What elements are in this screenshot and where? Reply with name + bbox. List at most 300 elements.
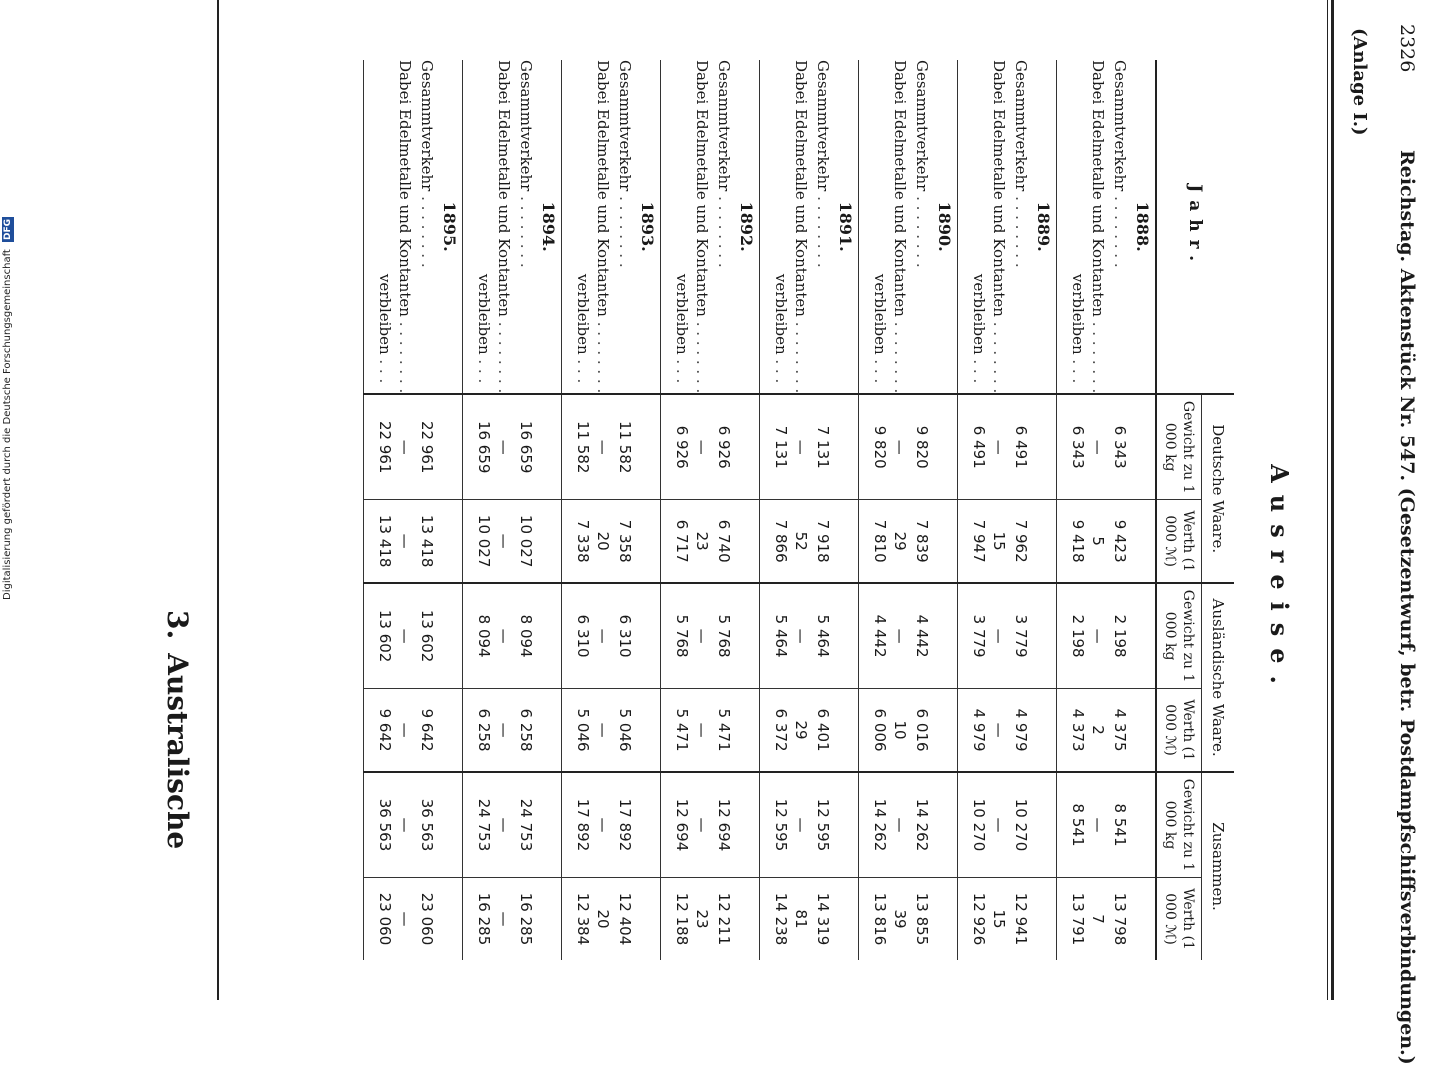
combined-weight-cell: 12 595 (760, 772, 791, 877)
foreign-value-cell: — (493, 689, 515, 772)
leader-dots: . . . (673, 354, 691, 384)
foreign-weight-cell: 8 094 (463, 583, 494, 688)
table-title: Ausreise. (1265, 464, 1294, 696)
remaining-row (364, 60, 395, 960)
combined-weight-cell: — (592, 772, 614, 877)
row-label (614, 60, 636, 394)
row-label (713, 60, 735, 394)
domestic-value-cell: 5 (1087, 500, 1109, 583)
leader-dots: . . . (772, 354, 790, 384)
foreign-weight-cell: — (394, 583, 416, 688)
combined-weight-cell: — (790, 772, 812, 877)
combined-weight-cell: 14 262 (911, 772, 933, 877)
combined-value-cell: 16 285 (463, 878, 494, 961)
foreign-value-cell: 9 642 (364, 689, 395, 772)
group-header-combined: Zusammen. (1202, 772, 1235, 960)
foreign-value-cell: 6 006 (859, 689, 890, 772)
digitization-footer (2, 217, 14, 600)
empty-cell (636, 500, 661, 583)
section-title: Australische (161, 653, 194, 850)
row-label-text: verbleiben (574, 273, 592, 355)
foreign-value-cell: 10 (889, 689, 911, 772)
empty-cell (1032, 394, 1057, 499)
remaining-row (760, 60, 791, 960)
domestic-value-cell: 6 717 (661, 500, 692, 583)
row-label (812, 60, 834, 394)
combined-weight-cell: — (493, 772, 515, 877)
leader-dots: . . . . . . . . (990, 316, 1008, 394)
combined-value-cell: 12 941 (1010, 878, 1032, 961)
row-label (562, 60, 593, 394)
leader-dots: . . . . . . . . (418, 191, 436, 268)
empty-cell (1032, 500, 1057, 583)
foreign-weight-cell: — (691, 583, 713, 688)
bottom-rule (217, 0, 219, 1000)
empty-cell (636, 878, 661, 961)
top-rule-thin (1327, 0, 1328, 1000)
year-heading-row (933, 60, 958, 960)
remaining-row (1057, 60, 1088, 960)
domestic-weight-cell: 22 961 (416, 394, 438, 499)
empty-cell (735, 689, 760, 772)
foreign-weight-cell: 5 768 (713, 583, 735, 688)
domestic-value-cell: 6 740 (713, 500, 735, 583)
section-number: 3. (161, 610, 194, 640)
year-heading-row (438, 60, 463, 960)
empty-cell (537, 689, 562, 772)
row-label (661, 60, 692, 394)
domestic-weight-cell: — (889, 394, 911, 499)
empty-cell (1131, 500, 1156, 583)
domestic-value-cell: 7 810 (859, 500, 890, 583)
precious-metals-row (790, 60, 812, 960)
empty-cell (537, 878, 562, 961)
foreign-weight-cell: — (988, 583, 1010, 688)
foreign-value-cell: 5 471 (661, 689, 692, 772)
combined-value-cell: 16 285 (515, 878, 537, 961)
combined-value-cell: 12 404 (614, 878, 636, 961)
foreign-weight-cell: — (592, 583, 614, 688)
empty-cell (537, 583, 562, 688)
row-label-text: Gesammtverkehr (616, 60, 634, 192)
leader-dots: . . . (871, 354, 889, 384)
foreign-weight-cell: 3 779 (958, 583, 989, 688)
remaining-row (859, 60, 890, 960)
empty-cell (438, 772, 463, 877)
leader-dots: . . . (970, 354, 988, 384)
foreign-weight-cell: 2 198 (1109, 583, 1131, 688)
domestic-value-cell: — (493, 500, 515, 583)
combined-weight-cell: 14 262 (859, 772, 890, 877)
row-label (463, 60, 494, 394)
empty-cell (834, 583, 859, 688)
leader-dots: . . . . . . . . (1089, 316, 1107, 394)
empty-cell (735, 500, 760, 583)
foreign-value-cell: 6 258 (463, 689, 494, 772)
row-label-text: verbleiben (1069, 273, 1087, 355)
empty-cell (636, 689, 661, 772)
combined-weight-cell: 17 892 (562, 772, 593, 877)
foreign-value-cell: 6 372 (760, 689, 791, 772)
year-label: 1890. (935, 201, 955, 252)
page-header (1382, 0, 1422, 1065)
empty-cell (1131, 878, 1156, 961)
empty-cell (834, 772, 859, 877)
foreign-value-cell: 4 375 (1109, 689, 1131, 772)
domestic-weight-cell: 9 820 (911, 394, 933, 499)
precious-metals-row (889, 60, 911, 960)
empty-cell (1131, 394, 1156, 499)
foreign-weight-cell: 6 310 (614, 583, 636, 688)
domestic-value-cell: 7 358 (614, 500, 636, 583)
row-label (911, 60, 933, 394)
row-label (394, 60, 416, 394)
leader-dots: . . . . . . . . (693, 316, 711, 394)
total-row (911, 60, 933, 960)
foreign-weight-cell: 5 768 (661, 583, 692, 688)
foreign-weight-cell: 4 442 (911, 583, 933, 688)
empty-cell (933, 394, 958, 499)
combined-weight-cell: — (394, 772, 416, 877)
domestic-value-cell: 7 947 (958, 500, 989, 583)
combined-value-cell: 12 926 (958, 878, 989, 961)
combined-value-cell: 23 (691, 878, 713, 961)
statistics-table (363, 60, 1234, 960)
foreign-weight-cell: 8 094 (515, 583, 537, 688)
foreign-value-cell: 6 401 (812, 689, 834, 772)
year-label: 1893. (638, 201, 658, 252)
total-row (515, 60, 537, 960)
year-heading-row (1032, 60, 1057, 960)
empty-cell (735, 878, 760, 961)
combined-weight-cell: 8 541 (1109, 772, 1131, 877)
combined-weight-cell: — (889, 772, 911, 877)
precious-metals-row (592, 60, 614, 960)
year-label: 1894. (539, 201, 559, 252)
running-title: Reichstag. Aktenstück Nr. 547. (Gesetzentwurf, betr. Postdampfschiffsverbindungen.) (1396, 150, 1418, 1065)
domestic-value-cell: 13 418 (416, 500, 438, 583)
domestic-value-cell: 52 (790, 500, 812, 583)
empty-cell (933, 500, 958, 583)
domestic-weight-cell: 6 491 (1010, 394, 1032, 499)
subheader-value: Werth (1 000 ℳ) (1156, 689, 1202, 772)
combined-value-cell: — (394, 878, 416, 961)
foreign-weight-cell: 3 779 (1010, 583, 1032, 688)
empty-cell (834, 878, 859, 961)
leader-dots: . . . . . . . . (1012, 191, 1030, 268)
domestic-value-cell: — (394, 500, 416, 583)
row-label (1109, 60, 1131, 394)
empty-cell (735, 394, 760, 499)
subheader-weight: Gewicht zu 1 000 kg (1156, 583, 1202, 688)
section-heading (161, 610, 194, 849)
annex-label: (Anlage I.) (1349, 28, 1370, 136)
empty-cell (1032, 583, 1057, 688)
foreign-value-cell: — (988, 689, 1010, 772)
domestic-value-cell: 13 418 (364, 500, 395, 583)
footer-text: Digitalisierung gefördert durch die Deutsche Forschungsgemeinschaft (2, 249, 13, 600)
leader-dots: . . . . . . . . (495, 316, 513, 394)
foreign-value-cell: 5 046 (614, 689, 636, 772)
foreign-value-cell: 5 046 (562, 689, 593, 772)
domestic-weight-cell: — (592, 394, 614, 499)
year-label: 1889. (1034, 201, 1054, 252)
combined-value-cell: 15 (988, 878, 1010, 961)
domestic-weight-cell: 16 659 (463, 394, 494, 499)
combined-weight-cell: 36 563 (364, 772, 395, 877)
leader-dots: . . . . . . . . (517, 191, 535, 268)
foreign-value-cell: 4 979 (1010, 689, 1032, 772)
combined-value-cell: 23 060 (416, 878, 438, 961)
domestic-weight-cell: — (493, 394, 515, 499)
domestic-weight-cell: — (691, 394, 713, 499)
combined-value-cell: 13 791 (1057, 878, 1088, 961)
combined-weight-cell: — (1087, 772, 1109, 877)
domestic-weight-cell: 11 582 (614, 394, 636, 499)
domestic-value-cell: 20 (592, 500, 614, 583)
combined-value-cell: 20 (592, 878, 614, 961)
group-header-foreign: Ausländische Waare. (1202, 583, 1235, 772)
remaining-row (562, 60, 593, 960)
remaining-row (661, 60, 692, 960)
leader-dots: . . . . . . . . (792, 316, 810, 394)
domestic-value-cell: 23 (691, 500, 713, 583)
subheader-weight: Gewicht zu 1 000 kg (1156, 772, 1202, 877)
combined-value-cell: 39 (889, 878, 911, 961)
table-body (364, 60, 1157, 960)
row-label (988, 60, 1010, 394)
year-heading-row (537, 60, 562, 960)
row-label-text: Dabei Edelmetalle und Kontanten (891, 60, 909, 317)
row-label (889, 60, 911, 394)
row-label (592, 60, 614, 394)
row-label-text: verbleiben (970, 273, 988, 355)
empty-cell (933, 689, 958, 772)
empty-cell (1032, 689, 1057, 772)
combined-value-cell: 12 211 (713, 878, 735, 961)
precious-metals-row (493, 60, 515, 960)
combined-value-cell: 13 816 (859, 878, 890, 961)
leader-dots: . . . . . . . . (891, 316, 909, 394)
combined-weight-cell: 24 753 (515, 772, 537, 877)
leader-dots: . . . . . . . . (913, 191, 931, 268)
subheader-value: Werth (1 000 ℳ) (1156, 878, 1202, 961)
domestic-weight-cell: 7 131 (812, 394, 834, 499)
combined-weight-cell: 10 270 (1010, 772, 1032, 877)
year-heading-row (834, 60, 859, 960)
row-label (958, 60, 989, 394)
leader-dots: . . . (475, 354, 493, 384)
empty-cell (438, 394, 463, 499)
leader-dots: . . . . . . . . (594, 316, 612, 394)
row-label-text: Dabei Edelmetalle und Kontanten (792, 60, 810, 317)
row-label (416, 60, 438, 394)
empty-cell (537, 500, 562, 583)
precious-metals-row (1087, 60, 1109, 960)
foreign-weight-cell: — (790, 583, 812, 688)
foreign-weight-cell: 2 198 (1057, 583, 1088, 688)
empty-cell (537, 772, 562, 877)
total-row (812, 60, 834, 960)
combined-value-cell: 13 855 (911, 878, 933, 961)
row-label-text: Dabei Edelmetalle und Kontanten (495, 60, 513, 317)
row-label-text: verbleiben (772, 273, 790, 355)
empty-cell (636, 583, 661, 688)
combined-weight-cell: 36 563 (416, 772, 438, 877)
remaining-row (463, 60, 494, 960)
domestic-weight-cell: — (1087, 394, 1109, 499)
combined-weight-cell: — (988, 772, 1010, 877)
domestic-weight-cell: 6 343 (1109, 394, 1131, 499)
row-label (691, 60, 713, 394)
row-label (493, 60, 515, 394)
year-label: 1892. (737, 201, 757, 252)
foreign-weight-cell: 4 442 (859, 583, 890, 688)
empty-cell (636, 772, 661, 877)
combined-weight-cell: 24 753 (463, 772, 494, 877)
combined-weight-cell: 12 694 (661, 772, 692, 877)
leader-dots: . . . . . . . . (396, 316, 414, 394)
foreign-weight-cell: 5 464 (760, 583, 791, 688)
domestic-weight-cell: 9 820 (859, 394, 890, 499)
empty-cell (933, 583, 958, 688)
year-label: 1888. (1133, 201, 1153, 252)
precious-metals-row (691, 60, 713, 960)
leader-dots: . . . . . . . . (715, 191, 733, 268)
domestic-weight-cell: — (394, 394, 416, 499)
empty-cell (1032, 772, 1057, 877)
empty-cell (834, 500, 859, 583)
foreign-value-cell: 4 373 (1057, 689, 1088, 772)
domestic-value-cell: 10 027 (463, 500, 494, 583)
empty-cell (537, 394, 562, 499)
total-row (1109, 60, 1131, 960)
row-label (1010, 60, 1032, 394)
leader-dots: . . . (574, 354, 592, 384)
foreign-weight-cell: 13 602 (416, 583, 438, 688)
row-label-text: Dabei Edelmetalle und Kontanten (990, 60, 1008, 317)
row-label (1057, 60, 1088, 394)
top-rule (1331, 0, 1334, 1000)
empty-cell (834, 394, 859, 499)
row-label-text: verbleiben (673, 273, 691, 355)
row-label (790, 60, 812, 394)
row-label (859, 60, 890, 394)
total-row (416, 60, 438, 960)
combined-value-cell: 23 060 (364, 878, 395, 961)
empty-cell (636, 394, 661, 499)
row-label-text: Dabei Edelmetalle und Kontanten (594, 60, 612, 317)
year-heading-row (1131, 60, 1156, 960)
row-label-text: verbleiben (376, 273, 394, 355)
row-label-text: Gesammtverkehr (913, 60, 931, 192)
subheader-weight: Gewicht zu 1 000 kg (1156, 394, 1202, 499)
domestic-value-cell: 9 423 (1109, 500, 1131, 583)
year-heading-row (735, 60, 760, 960)
domestic-weight-cell: — (790, 394, 812, 499)
foreign-value-cell: 6 016 (911, 689, 933, 772)
empty-cell (735, 772, 760, 877)
subheader-value: Werth (1 000 ℳ) (1156, 500, 1202, 583)
combined-value-cell: 13 798 (1109, 878, 1131, 961)
leader-dots: . . . . . . . . (616, 191, 634, 268)
domestic-value-cell: 10 027 (515, 500, 537, 583)
year-label: 1891. (836, 201, 856, 252)
row-label-text: Gesammtverkehr (814, 60, 832, 192)
page-number: 2326 (1396, 24, 1418, 73)
domestic-weight-cell: 7 131 (760, 394, 791, 499)
leader-dots: . . . (1069, 354, 1087, 384)
row-label-text: Gesammtverkehr (1012, 60, 1030, 192)
empty-cell (438, 689, 463, 772)
foreign-value-cell: 2 (1087, 689, 1109, 772)
group-header-domestic: Deutsche Waare. (1202, 394, 1235, 583)
combined-value-cell: 7 (1087, 878, 1109, 961)
empty-cell (1131, 772, 1156, 877)
empty-cell (1131, 689, 1156, 772)
precious-metals-row (988, 60, 1010, 960)
foreign-value-cell: 4 979 (958, 689, 989, 772)
domestic-weight-cell: 6 491 (958, 394, 989, 499)
year-heading-row (636, 60, 661, 960)
domestic-weight-cell: — (988, 394, 1010, 499)
combined-value-cell: 14 238 (760, 878, 791, 961)
empty-cell (1131, 583, 1156, 688)
empty-cell (438, 500, 463, 583)
row-label (760, 60, 791, 394)
domestic-value-cell: 15 (988, 500, 1010, 583)
precious-metals-row (394, 60, 416, 960)
total-row (614, 60, 636, 960)
combined-weight-cell: — (691, 772, 713, 877)
total-row (713, 60, 735, 960)
leader-dots: . . . (376, 354, 394, 384)
domestic-weight-cell: 16 659 (515, 394, 537, 499)
domestic-value-cell: 29 (889, 500, 911, 583)
leader-dots: . . . . . . . . (1111, 191, 1129, 268)
dfg-logo: DFG (3, 218, 13, 240)
row-label-text: Gesammtverkehr (517, 60, 535, 192)
foreign-value-cell: 29 (790, 689, 812, 772)
foreign-value-cell: — (592, 689, 614, 772)
combined-weight-cell: 10 270 (958, 772, 989, 877)
combined-value-cell: 14 319 (812, 878, 834, 961)
domestic-weight-cell: 6 343 (1057, 394, 1088, 499)
foreign-weight-cell: 5 464 (812, 583, 834, 688)
empty-cell (1032, 878, 1057, 961)
foreign-weight-cell: 13 602 (364, 583, 395, 688)
empty-cell (735, 583, 760, 688)
domestic-weight-cell: 6 926 (661, 394, 692, 499)
foreign-weight-cell: — (1087, 583, 1109, 688)
foreign-value-cell: — (394, 689, 416, 772)
row-label-text: Gesammtverkehr (715, 60, 733, 192)
empty-cell (834, 689, 859, 772)
year-label: 1895. (440, 201, 460, 252)
foreign-value-cell: 5 471 (713, 689, 735, 772)
remaining-row (958, 60, 989, 960)
empty-cell (933, 878, 958, 961)
domestic-value-cell: 7 866 (760, 500, 791, 583)
row-label-text: Dabei Edelmetalle und Kontanten (1089, 60, 1107, 317)
foreign-value-cell: 6 258 (515, 689, 537, 772)
domestic-value-cell: 7 839 (911, 500, 933, 583)
combined-weight-cell: 17 892 (614, 772, 636, 877)
domestic-weight-cell: 11 582 (562, 394, 593, 499)
combined-value-cell: 81 (790, 878, 812, 961)
year-column-header: Jahr. (1156, 60, 1234, 394)
foreign-value-cell: — (691, 689, 713, 772)
